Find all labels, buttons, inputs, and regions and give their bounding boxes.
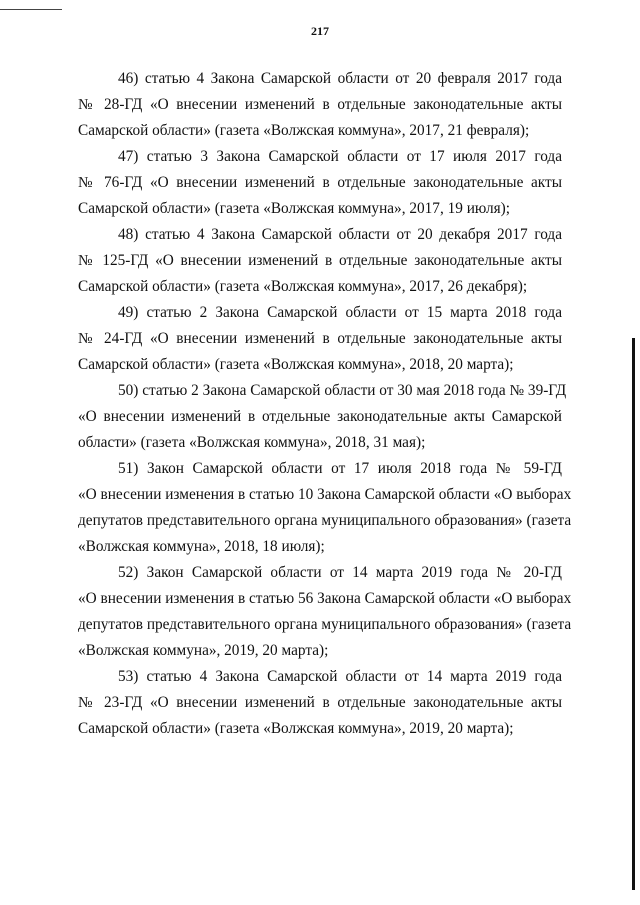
text-line: «О внесении изменения в статью 10 Закона Самарской области «О выборах [78,486,572,503]
text-line: 53) статью 4 Закона Самарской области от 14 марта 2019 года [118,668,562,685]
text-line: № 76-ГД «О внесении изменений в отдельные законодательные акты [78,174,562,191]
text-line: 49) статью 2 Закона Самарской области от 15 марта 2018 года [118,304,562,321]
text-line: Самарской области» (газета «Волжская коммуна», 2019, 20 марта); [78,720,514,737]
page-number: 217 [311,24,329,38]
list-item [78,144,562,222]
text-line: № 24-ГД «О внесении изменений в отдельные законодательные акты [78,330,562,347]
text-line: депутатов представительного органа муниципального образования» (газета [78,616,572,633]
text-line: Самарской области» (газета «Волжская коммуна», 2017, 26 декабря); [78,278,528,295]
text-line: 50) статью 2 Закона Самарской области от 30 мая 2018 года № 39-ГД [118,382,567,399]
text-line: № 125-ГД «О внесении изменений в отдельные законодательные акты [78,252,562,269]
text-line: № 23-ГД «О внесении изменений в отдельные законодательные акты [78,694,562,711]
text-line: «О внесении изменения в статью 56 Закона Самарской области «О выборах [78,590,572,607]
text-line: 47) статью 3 Закона Самарской области от 17 июля 2017 года [118,148,562,165]
list-item [78,456,572,560]
text-line: 48) статью 4 Закона Самарской области от 20 декабря 2017 года [118,226,562,243]
list-item [78,664,562,742]
list-item [78,378,567,456]
list-item [78,300,562,378]
list-item [78,222,562,300]
text-line: «Волжская коммуна», 2018, 18 июля); [78,538,325,555]
text-line: № 28-ГД «О внесении изменений в отдельные законодательные акты [78,96,562,113]
text-line: «Волжская коммуна», 2019, 20 марта); [78,642,329,659]
list-item [78,66,562,144]
text-line: Самарской области» (газета «Волжская коммуна», 2017, 21 февраля); [78,122,530,139]
text-line: 51) Закон Самарской области от 17 июля 2018 года № 59-ГД [118,460,562,477]
text-line: области» (газета «Волжская коммуна», 2018, 31 мая); [78,434,426,451]
text-line: Самарской области» (газета «Волжская коммуна», 2018, 20 марта); [78,356,514,373]
scan-margin-bar [632,338,635,890]
document-body [78,66,572,742]
scan-edge-line [0,9,62,10]
text-line: Самарской области» (газета «Волжская коммуна», 2017, 19 июля); [78,200,510,217]
text-line: 46) статью 4 Закона Самарской области от 20 февраля 2017 года [118,70,562,87]
list-item [78,560,572,664]
text-line: «О внесении изменений в отдельные законодательные акты Самарской [78,408,562,425]
text-line: депутатов представительного органа муниципального образования» (газета [78,512,572,529]
text-line: 52) Закон Самарской области от 14 марта 2019 года № 20-ГД [118,564,562,581]
